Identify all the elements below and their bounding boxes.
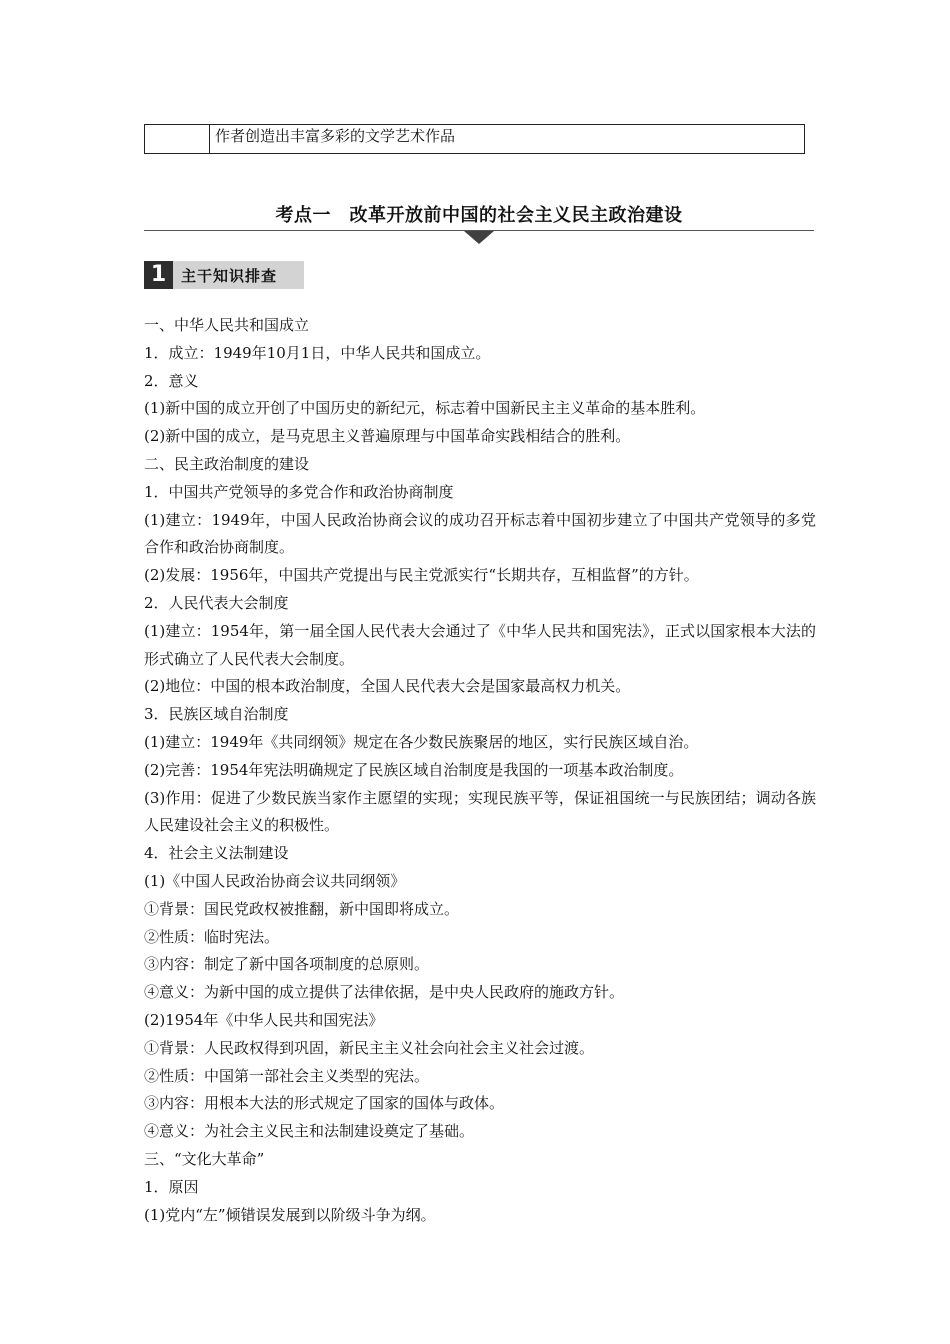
subheading: 2．人民代表大会制度	[144, 593, 289, 612]
text-line: ③内容：用根本大法的形式规定了国家的国体与政体。	[144, 1094, 505, 1113]
section-badge	[144, 261, 304, 289]
text-line: (2)1954年《中华人民共和国宪法》	[144, 1010, 384, 1029]
text-line: ②性质：临时宪法。	[144, 927, 280, 946]
text-line: (2)发展：1956年，中国共产党提出与民主党派实行“长期共存，互相监督”的方针。	[144, 566, 699, 585]
subheading: 1．原因	[144, 1177, 199, 1196]
text-line: ①背景：人民政权得到巩固，新民主主义社会向社会主义社会过渡。	[144, 1038, 595, 1057]
subheading: 2．意义	[144, 371, 199, 390]
text-line: ①背景：国民党政权被推翻，新中国即将成立。	[144, 899, 460, 918]
document-body	[144, 312, 816, 1229]
text-paragraph: (3)作用：促进了少数民族当家作主愿望的实现；实现民族平等，保证祖国统一与民族团结；调动各族人民建设社会主义的积极性。	[144, 788, 816, 835]
text-line: (1)党内“左”倾错误发展到以阶级斗争为纲。	[144, 1205, 436, 1224]
text-line: (1)建立：1949年《共同纲领》规定在各少数民族聚居的地区，实行民族区域自治。	[144, 732, 699, 751]
text-line: ③内容：制定了新中国各项制度的总原则。	[144, 955, 430, 974]
text-line: (2)地位：中国的根本政治制度，全国人民代表大会是国家最高权力机关。	[144, 677, 631, 696]
subheading: 4．社会主义法制建设	[144, 844, 289, 863]
text-line: ④意义：为社会主义民主和法制建设奠定了基础。	[144, 1122, 475, 1141]
text-paragraph: (1)建立：1954年，第一届全国人民代表大会通过了《中华人民共和国宪法》，正式以国家根本大法的形式确立了人民代表大会制度。	[144, 621, 816, 668]
table-cell-empty	[145, 125, 210, 153]
subheading: 1．中国共产党领导的多党合作和政治协商制度	[144, 482, 454, 501]
subheading: 3．民族区域自治制度	[144, 705, 289, 724]
heading-democracy: 二、民主政治制度的建设	[144, 454, 310, 473]
text-line: (1)新中国的成立开创了中国历史的新纪元，标志着中国新民主主义革命的基本胜利。	[144, 399, 706, 418]
text-line: (2)完善：1954年宪法明确规定了民族区域自治制度是我国的一项基本政治制度。	[144, 760, 684, 779]
table-cell-text: 作者创造出丰富多彩的文学艺术作品	[215, 127, 456, 145]
text-line: (1)《中国人民政治协商会议共同纲领》	[144, 871, 406, 890]
down-triangle-icon	[464, 231, 494, 244]
top-table	[144, 124, 805, 154]
section-title: 考点一 改革开放前中国的社会主义民主政治建设	[275, 205, 683, 226]
text-line: ④意义：为新中国的成立提供了法律依据，是中央人民政府的施政方针。	[144, 983, 625, 1002]
text-line: 1．成立：1949年10月1日，中华人民共和国成立。	[144, 343, 491, 362]
text-line: (2)新中国的成立，是马克思主义普遍原理与中国革命实践相结合的胜利。	[144, 427, 631, 446]
heading-cultural-revolution: 三、“文化大革命”	[144, 1149, 265, 1168]
badge-label: 主干知识排查	[181, 266, 278, 285]
badge-number: 1	[144, 261, 173, 289]
text-paragraph: (1)建立：1949年，中国人民政治协商会议的成功召开标志着中国初步建立了中国共产党领导的多党合作和政治协商制度。	[144, 510, 816, 557]
text-line: ②性质：中国第一部社会主义类型的宪法。	[144, 1066, 430, 1085]
heading-founding: 一、中华人民共和国成立	[144, 316, 310, 334]
